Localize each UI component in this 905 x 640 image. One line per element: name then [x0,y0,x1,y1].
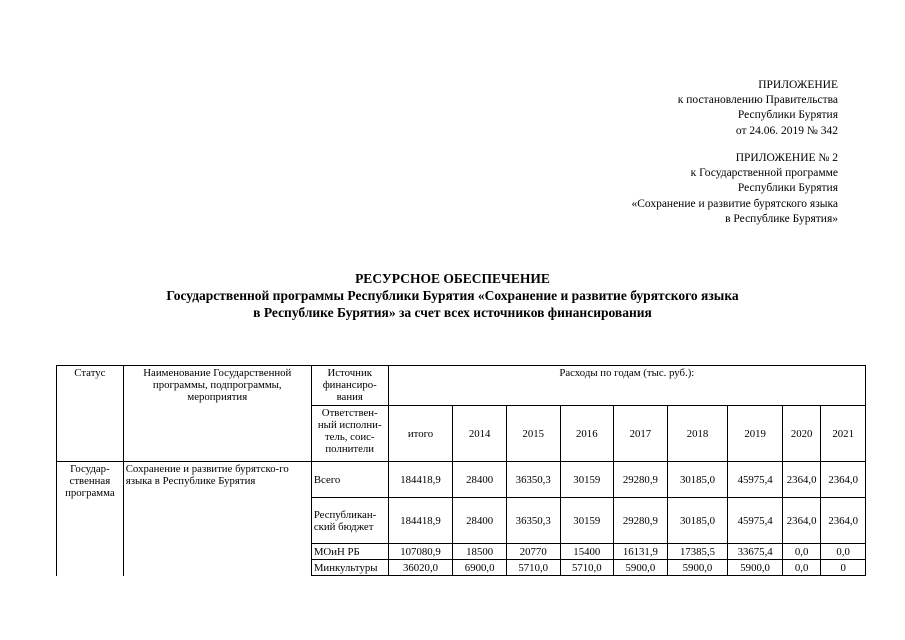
appendix-2-line-2: к Государственной программе [690,167,838,180]
value-cell: 5710,0 [560,560,614,576]
value-cell: 29280,9 [614,498,668,544]
header-status: Статус [57,366,124,462]
value-cell: 5900,0 [614,560,668,576]
table-row [57,462,866,498]
source-cell: МОиН РБ [311,544,388,560]
appendix-1-line-4: от 24.06. 2019 № 342 [735,124,838,137]
status-cell: Государ-ственная программа [57,462,124,576]
value-cell: 30185,0 [667,462,728,498]
title-line-2: Государственной программы Республики Бурятия «Сохранение и развитие бурятского языка [166,288,739,303]
value-cell: 184418,9 [388,498,453,544]
title-line-3: в Республике Бурятия» за счет всех источников финансирования [253,305,652,320]
value-cell: 29280,9 [614,462,668,498]
value-cell: 5900,0 [728,560,783,576]
value-cell: 17385,5 [667,544,728,560]
header-expenses: Расходы по годам (тыс. руб.): [388,366,865,406]
value-cell: 30185,0 [667,498,728,544]
value-cell: 36350,3 [506,462,560,498]
value-cell: 2364,0 [782,498,820,544]
program-name-cell: Сохранение и развитие бурятско-го языка в Республике Бурятия [123,462,311,576]
value-cell: 2364,0 [821,498,866,544]
value-cell: 33675,4 [728,544,783,560]
appendix-block-1 [678,78,838,139]
value-cell: 0 [821,560,866,576]
value-cell: 30159 [560,462,614,498]
year-col-2019: 2019 [728,406,783,462]
value-cell: 2364,0 [821,462,866,498]
document-title [0,270,905,321]
value-cell: 45975,4 [728,462,783,498]
value-cell: 20770 [506,544,560,560]
value-cell: 0,0 [782,560,820,576]
value-cell: 107080,9 [388,544,453,560]
title-line-1: РЕСУРСНОЕ ОБЕСПЕЧЕНИЕ [355,271,550,286]
value-cell: 184418,9 [388,462,453,498]
header-source: Источник финансиро-вания [311,366,388,406]
year-col-2020: 2020 [782,406,820,462]
value-cell: 6900,0 [453,560,507,576]
value-cell: 16131,9 [614,544,668,560]
value-cell: 5900,0 [667,560,728,576]
appendix-block-2 [631,151,838,227]
value-cell: 18500 [453,544,507,560]
appendix-2-line-4: «Сохранение и развитие бурятского языка [631,197,838,210]
year-col-2014: 2014 [453,406,507,462]
appendix-1-line-3: Республики Бурятия [737,109,838,122]
value-cell: 0,0 [821,544,866,560]
source-cell: Всего [311,462,388,498]
resource-table [56,365,866,576]
value-cell: 15400 [560,544,614,560]
value-cell: 28400 [453,498,507,544]
source-cell: Республикан-ский бюджет [311,498,388,544]
value-cell: 2364,0 [782,462,820,498]
appendix-1-line-1: ПРИЛОЖЕНИЕ [758,79,838,91]
year-col-2015: 2015 [506,406,560,462]
value-cell: 5710,0 [506,560,560,576]
appendix-2-line-3: Республики Бурятия [737,182,838,195]
year-col-2021: 2021 [821,406,866,462]
value-cell: 0,0 [782,544,820,560]
appendix-2-line-5: в Республике Бурятия» [725,212,838,225]
value-cell: 36020,0 [388,560,453,576]
year-col-total: итого [388,406,453,462]
appendix-1-line-2: к постановлению Правительства [677,94,838,107]
value-cell: 28400 [453,462,507,498]
header-executor: Ответствен-ный исполни-тель, соис-полнители [311,406,388,462]
header-row-1 [57,366,866,406]
appendix-2-line-1: ПРИЛОЖЕНИЕ № 2 [735,152,838,164]
value-cell: 36350,3 [506,498,560,544]
year-col-2017: 2017 [614,406,668,462]
year-col-2016: 2016 [560,406,614,462]
source-cell: Минкультуры [311,560,388,576]
year-col-2018: 2018 [667,406,728,462]
header-name: Наименование Государственной программы, подпрограммы, мероприятия [123,366,311,462]
value-cell: 30159 [560,498,614,544]
value-cell: 45975,4 [728,498,783,544]
